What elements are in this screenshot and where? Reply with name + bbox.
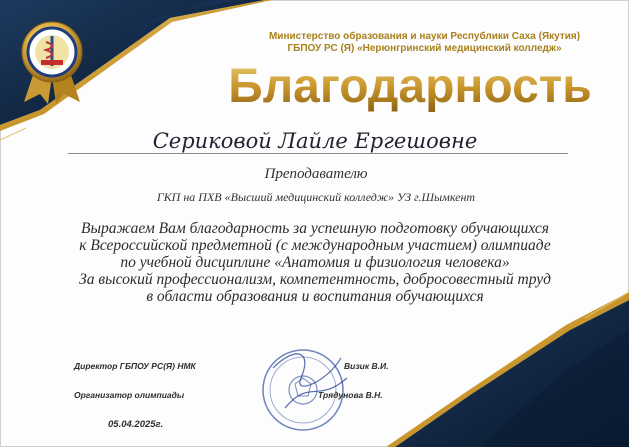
message-line: к Всероссийской предметной (с международным участием) олимпиаде (79, 237, 551, 254)
recipient-name: Сериковой Лайле Ергешовне (152, 129, 478, 153)
ministry-line-1: Министерство образования и науки Республики Саха (Якутия) (268, 31, 581, 42)
ministry-header (232, 31, 617, 55)
gratitude-message (40, 220, 590, 305)
message-line: Выражаем Вам благодарность за успешную подготовку обучающихся (80, 220, 550, 237)
recipient-organization: ГКП на ПХВ «Высший медицинский колледж» УЗ г.Шымкент (156, 190, 476, 204)
college-emblem-icon (20, 20, 84, 104)
certificate-date: 05.04.2025г. (108, 419, 164, 430)
ministry-line-2: ГБПОУ РС (Я) «Нерюнгринский медицинский колледж» (287, 43, 562, 54)
message-line: по учебной дисциплине «Анатомия и физиология человека» (120, 254, 510, 271)
message-line: в области образования и воспитания обучающихся (146, 288, 484, 305)
name-underline (68, 153, 568, 154)
certificate-title: Благодарность (195, 60, 625, 114)
message-line: За высокий профессионализм, компетентность, добросовестный труд (79, 271, 551, 288)
recipient-position: Преподавателю (264, 166, 368, 182)
director-title: Директор ГБПОУ РС(Я) НМК (74, 361, 196, 371)
organizer-title: Организатор олимпиады (74, 390, 185, 400)
organizer-name: Трядунова В.Н. (318, 390, 383, 400)
director-name: Визик В.И. (344, 361, 389, 371)
